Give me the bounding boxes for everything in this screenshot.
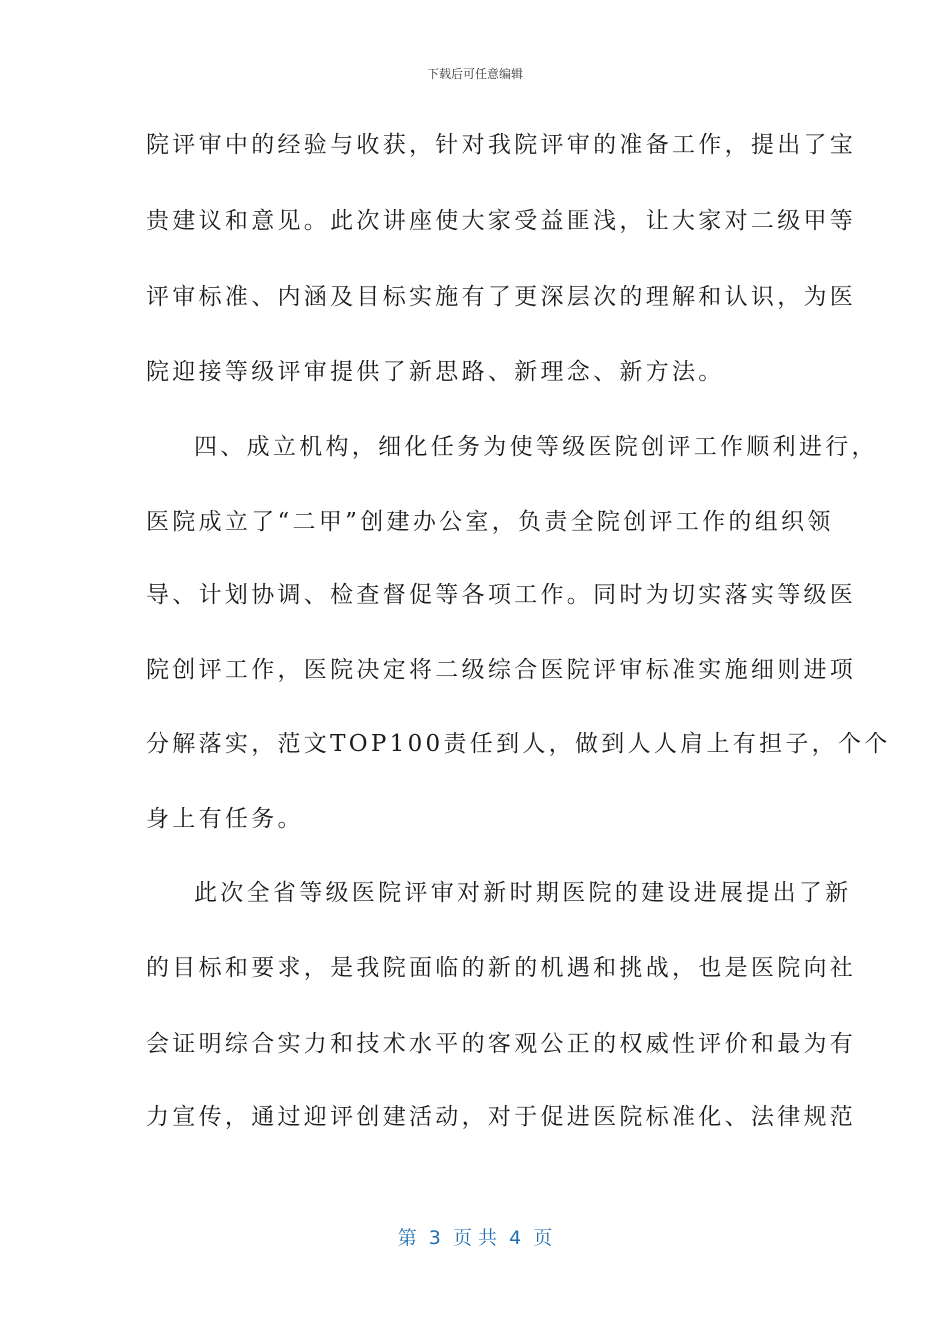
body-line: 院评审中的经验与收获，针对我院评审的准备工作，提出了宝	[146, 132, 857, 158]
body-line: 院迎接等级评审提供了新思路、新理念、新方法。	[146, 359, 725, 385]
body-line: 身上有任务。	[146, 806, 304, 832]
body-line: 医院成立了“二甲”创建办公室，负责全院创评工作的组织领	[146, 509, 834, 535]
body-line: 力宣传，通过迎评创建活动，对于促进医院标准化、法律规范	[146, 1104, 857, 1130]
body-line: 导、计划协调、检查督促等各项工作。同时为切实落实等级医	[146, 582, 857, 608]
paragraph-start-line: 四、成立机构，细化任务为使等级医院创评工作顺利进行，	[194, 434, 878, 460]
body-line: 会证明综合实力和技术水平的客观公正的权威性评价和最为有	[146, 1031, 857, 1057]
body-line: 的目标和要求，是我院面临的新的机遇和挑战，也是医院向社	[146, 955, 857, 981]
body-line: 贵建议和意见。此次讲座使大家受益匪浅，让大家对二级甲等	[146, 208, 857, 234]
body-line: 院创评工作，医院决定将二级综合医院评审标准实施细则进项	[146, 657, 857, 683]
body-line: 评审标准、内涵及目标实施有了更深层次的理解和认识，为医	[146, 284, 857, 310]
paragraph-start-line: 此次全省等级医院评审对新时期医院的建设进展提出了新	[194, 880, 852, 906]
body-line: 分解落实，范文TOP100责任到人，做到人人肩上有担子，个个	[146, 731, 891, 757]
page-header: 下载后可任意编辑	[426, 67, 523, 81]
page-number-footer: 第 3 页 共 4 页	[397, 1227, 553, 1249]
